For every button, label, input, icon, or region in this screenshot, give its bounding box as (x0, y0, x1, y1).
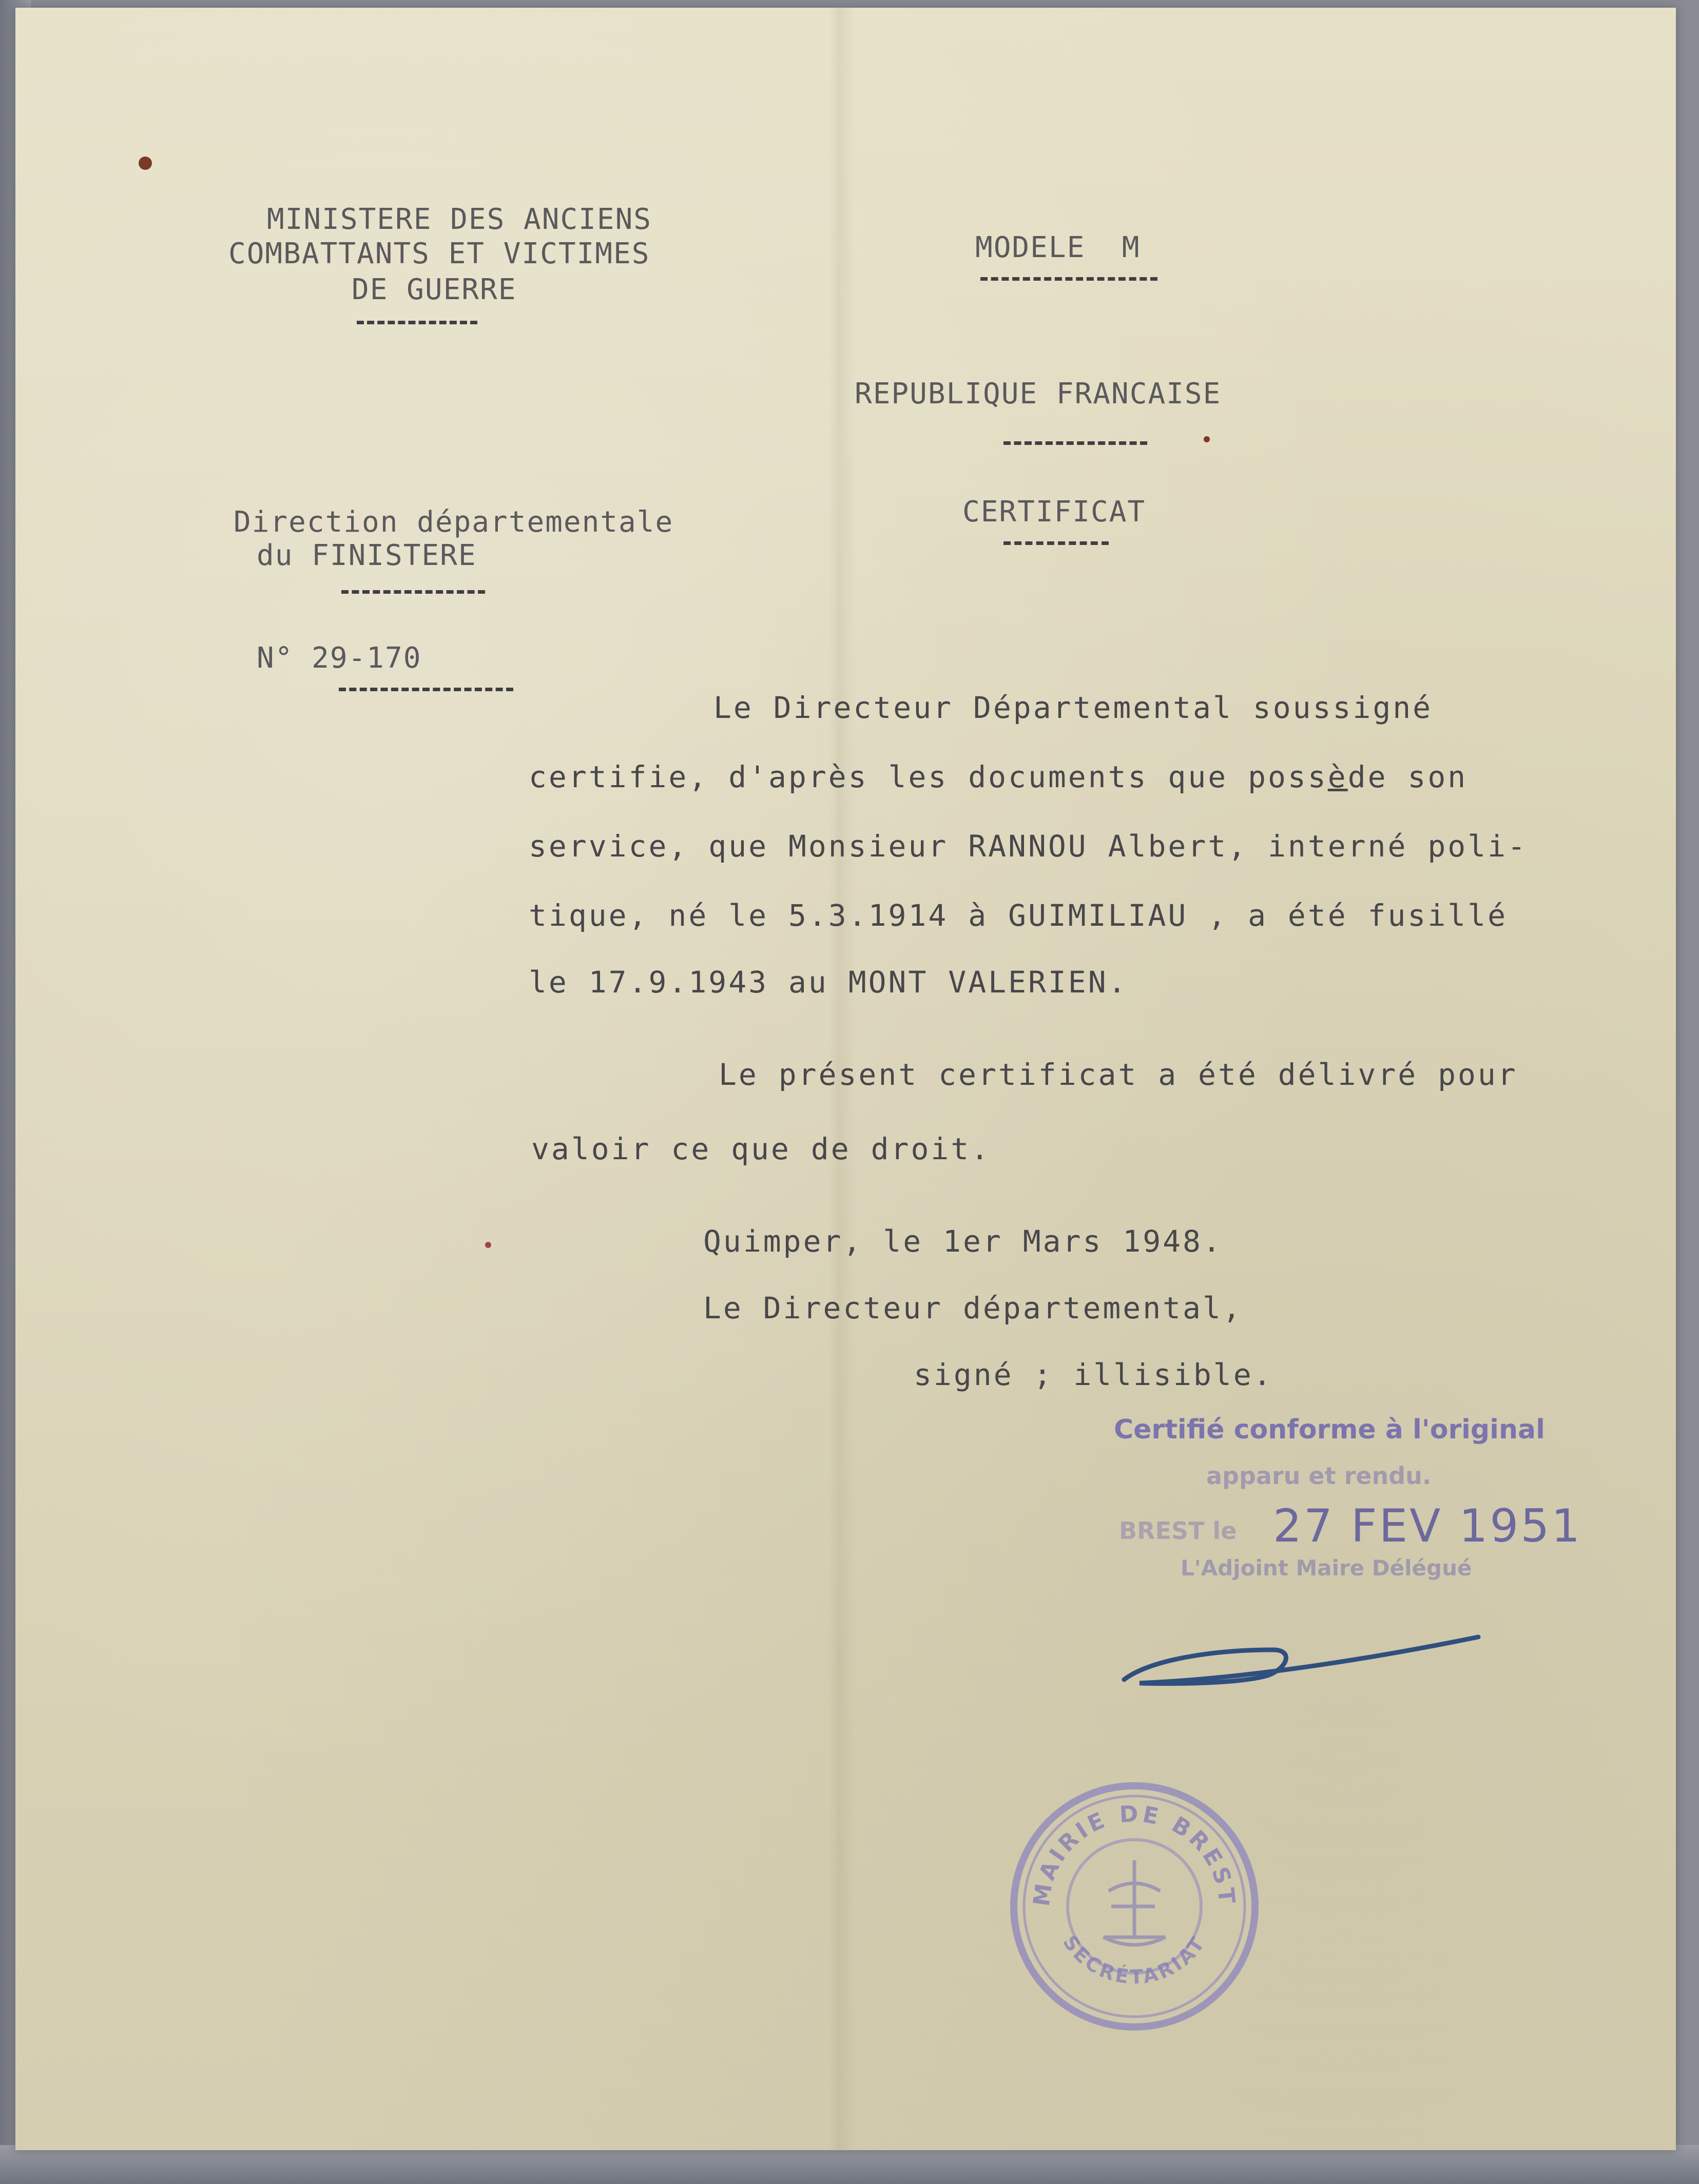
stamp-date: 27 FEV 1951 (1273, 1499, 1582, 1552)
mairie-seal-stamp (1001, 1773, 1268, 2040)
body-line-3: service, que Monsieur RANNOU Albert, interné poli- (529, 829, 1528, 864)
stamp-brest-label: BREST le (1119, 1517, 1237, 1545)
body-line-2 (529, 759, 1468, 794)
ministry-line-2: COMBATTANTS ET VICTIMES (228, 237, 650, 270)
body-line-4: tique, né le 5.3.1914 à GUIMILIAU , a été fusillé (529, 898, 1508, 933)
direction-rule (341, 590, 485, 597)
reference-rule (339, 688, 513, 695)
republic-rule (1003, 441, 1147, 449)
ministry-rule (357, 321, 477, 328)
signatory-title: Le Directeur départemental, (703, 1291, 1243, 1325)
direction-line-1: Direction départementale (234, 505, 674, 539)
model-rule (980, 277, 1157, 284)
seal-top-text: MAIRIE DE BREST (1028, 1801, 1240, 1908)
body-line-5: le 17.9.1943 au MONT VALERIEN. (529, 965, 1128, 1000)
body-line-7: valoir ce que de droit. (531, 1132, 991, 1166)
document-paper (15, 8, 1676, 2150)
underlined-accent: è (1327, 759, 1348, 794)
handwritten-signature (1119, 1619, 1489, 1696)
reference-number: N° 29-170 (257, 641, 422, 675)
direction-line-2: du FINISTERE (257, 539, 477, 572)
ministry-line-1: MINISTERE DES ANCIENS (267, 203, 652, 236)
svg-text:SECRÉTARIAT (1058, 1932, 1210, 1988)
model-label: MODELE M (975, 231, 1141, 264)
background-bottom (0, 2145, 1699, 2184)
body-line-6: Le présent certificat a été délivré pour (719, 1057, 1518, 1092)
certificate-title: CERTIFICAT (962, 495, 1146, 529)
ship-emblem-icon (1104, 1860, 1165, 1945)
body-line-1: Le Directeur Départemental soussigné (713, 690, 1433, 725)
ink-speck (485, 1242, 491, 1248)
stamp-deputy-line: L'Adjoint Maire Délégué (1181, 1555, 1472, 1581)
seal-bottom-text: SECRÉTARIAT (1058, 1931, 1210, 1988)
body-line-2-pre: certifie, d'après les documents que poss (529, 759, 1328, 794)
pin-hole (139, 157, 152, 170)
signed-illegible: signé ; illisible. (914, 1357, 1273, 1392)
body-line-2-post: de son (1347, 759, 1468, 794)
certificate-rule (1003, 541, 1109, 549)
place-date: Quimper, le 1er Mars 1948. (703, 1224, 1223, 1259)
ink-speck (1204, 436, 1210, 442)
republic-label: REPUBLIQUE FRANCAISE (855, 377, 1222, 411)
stamp-returned-line: apparu et rendu. (1206, 1462, 1432, 1490)
stamp-certified-line: Certifié conforme à l'original (1114, 1414, 1545, 1445)
ministry-line-3: DE GUERRE (352, 273, 517, 306)
